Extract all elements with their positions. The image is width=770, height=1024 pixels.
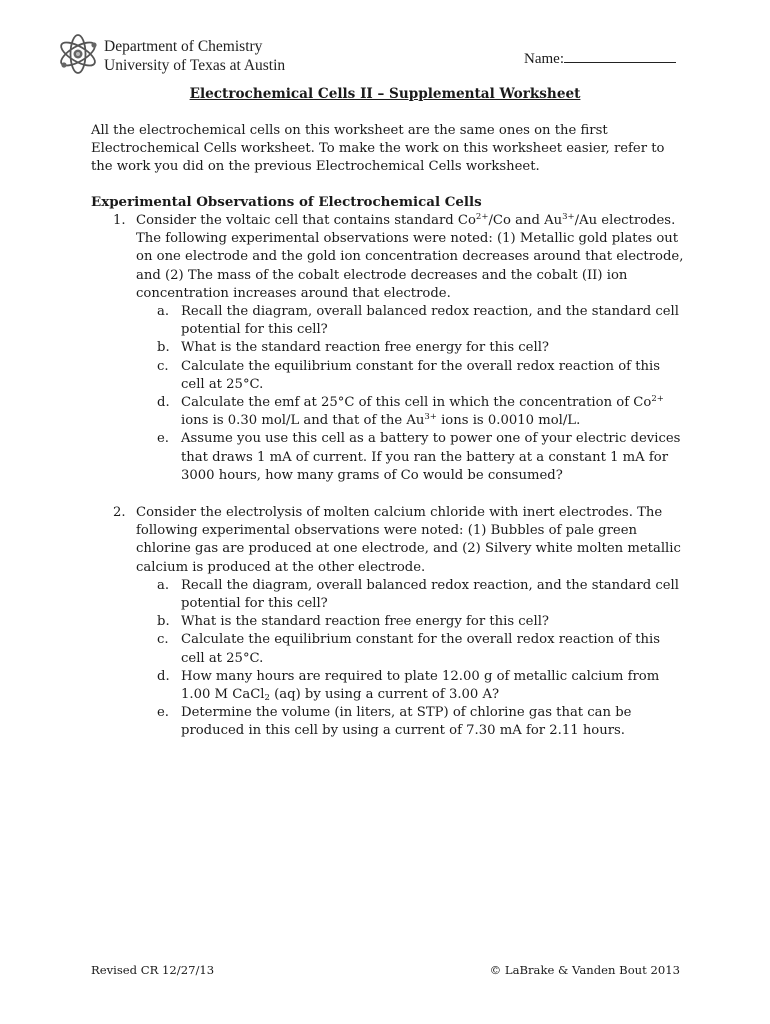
question-number: 1. (113, 213, 126, 228)
subquestion: c. Calculate the equilibrium constant for the overall redox reaction of this cell at 25°C. (157, 632, 660, 666)
subquestion: d. Calculate the emf at 25°C of this cell in which the concentration of $Co^{2+}$ ions is 0.30 mol/L and that of the $Au^{3+}$ ions is 0.0010 mol/L. (157, 394, 664, 429)
name-label: Name: (524, 51, 564, 67)
subquestion: a. Recall the diagram, overall balanced redox reaction, and the standard cell potential for this cell? (157, 304, 679, 338)
question-number: 2. (113, 505, 126, 520)
subquestion: d. How many hours are required to plate 12.00 g of metallic calcium from 1.00 M CaCl$_2$ (aq) by using a current of 3.00 A? (157, 668, 660, 704)
subquestion: b. What is the standard reaction free energy for this cell? (157, 340, 549, 356)
subquestion: e. Determine the volume (in liters, at STP) of chlorine gas that can be produced in this cell by using a current of 7.30 mA for 2.11 hours. (157, 705, 632, 739)
subquestion: b. What is the standard reaction free energy for this cell? (157, 614, 549, 630)
subquestion: e. Assume you use this cell as a battery to power one of your electric devices that draws 1 mA of current. If you ran the battery at a constant 1 mA for 3000 hours, how many grams of Co would be consumed? (157, 431, 681, 483)
subquestion: c. Calculate the equilibrium constant for the overall redox reaction of this cell at 25°C. (157, 358, 660, 392)
subquestion: a. Recall the diagram, overall balanced redox reaction, and the standard cell potential for this cell? (157, 577, 679, 612)
subquestion-list (91, 303, 691, 485)
section-heading: Experimental Observations of Electrochemical Cells (91, 194, 482, 210)
department-block (104, 37, 285, 75)
question-2 (91, 504, 691, 741)
page-title: Electrochemical Cells II – Supplemental Worksheet (189, 86, 581, 102)
atom-logo-icon (56, 32, 100, 76)
footer-copyright: © LaBrake & Vanden Bout 2013 (489, 963, 680, 977)
question-1 (91, 212, 691, 485)
question-text: Consider the voltaic cell that contains standard $Co^{2+}/Co$ and $Au^{3+}/Au$ electrodes. The following experimental observations were noted: (1) Metallic gold plates out on one electrode and the gold ion concentration decreases around that electrode, and (2) The mass of the cobalt electrode decreases and the cobalt (II) ion concentration increases around that electrode. (136, 212, 684, 301)
department-name: Department of Chemistry (104, 38, 263, 55)
name-blank-line (564, 48, 676, 63)
subquestion-list (91, 577, 691, 741)
footer-revision: Revised CR 12/27/13 (91, 963, 215, 977)
university-name: University of Texas at Austin (104, 57, 286, 74)
intro-paragraph: All the electrochemical cells on this worksheet are the same ones on the first Electrochemical Cells worksheet. To make the work on this worksheet easier, refer to the work you did on the previous Electrochemical Cells worksheet. (91, 123, 665, 175)
question-text: Consider the electrolysis of molten calcium chloride with inert electrodes. The following experimental observations were noted: (1) Bubbles of pale green chlorine gas are produced at one electrode, and (2) Silvery white molten metallic calcium is produced at the other electrode. (136, 505, 681, 575)
name-field (524, 48, 676, 68)
